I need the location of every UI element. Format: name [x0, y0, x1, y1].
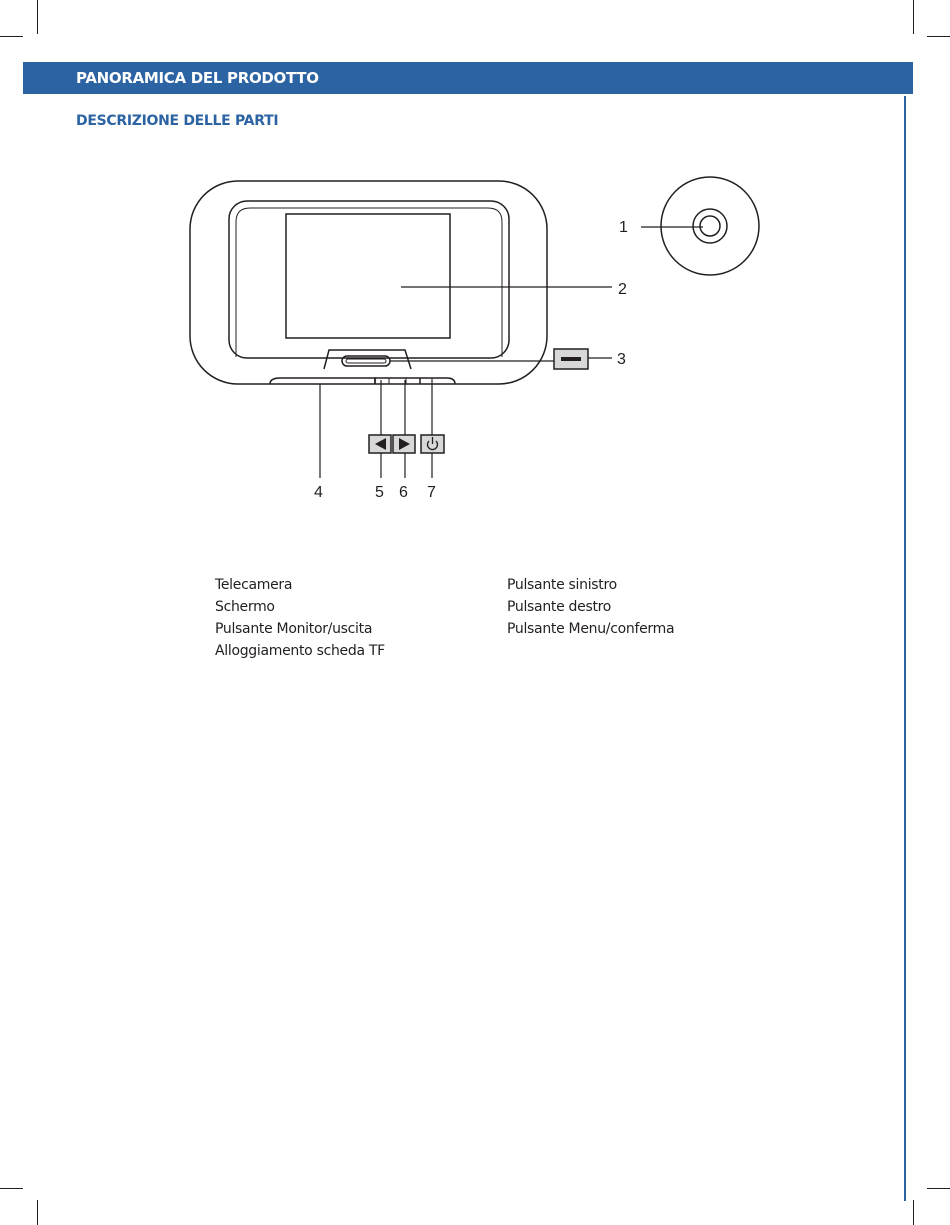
- monitor-exit-button-icon: [554, 349, 588, 369]
- callout-2: 2: [618, 281, 627, 298]
- section-title: DESCRIZIONE DELLE PARTI: [76, 113, 279, 129]
- tf-card-slot: [270, 378, 375, 384]
- bottom-buttons: [375, 378, 455, 384]
- right-arrow-icon: [393, 435, 415, 453]
- crop-mark: [913, 1200, 914, 1225]
- callout-5: 5: [375, 484, 384, 501]
- crop-mark: [0, 1188, 23, 1189]
- legend-item: Pulsante destro: [507, 599, 612, 615]
- left-arrow-icon: [369, 435, 391, 453]
- page-title: PANORAMICA DEL PRODOTTO: [76, 69, 319, 87]
- screen-bezel-inner: [236, 208, 502, 357]
- callout-1: 1: [619, 219, 628, 236]
- callout-7: 7: [427, 484, 436, 501]
- callout-4: 4: [314, 484, 323, 501]
- crop-mark: [927, 1188, 950, 1189]
- camera-lens-icon: [661, 177, 759, 275]
- legend-item: Pulsante Monitor/uscita: [215, 621, 373, 637]
- screen-bezel: [229, 201, 509, 358]
- callout-3: 3: [617, 351, 626, 368]
- legend-item: Pulsante sinistro: [507, 577, 617, 593]
- legend-column-left: [215, 574, 495, 662]
- screen: [286, 214, 450, 338]
- legend-item: Schermo: [215, 599, 275, 615]
- crop-mark: [37, 1200, 38, 1225]
- monitor-exit-button-inner: [346, 359, 386, 363]
- legend-column-right: [507, 574, 767, 640]
- power-menu-icon: [421, 435, 444, 453]
- device-body: [190, 181, 547, 384]
- legend-item: Pulsante Menu/conferma: [507, 621, 675, 637]
- legend-item: Telecamera: [215, 577, 293, 593]
- product-diagram: [0, 0, 950, 560]
- callout-6: 6: [399, 484, 408, 501]
- legend-item: Alloggiamento scheda TF: [215, 643, 385, 659]
